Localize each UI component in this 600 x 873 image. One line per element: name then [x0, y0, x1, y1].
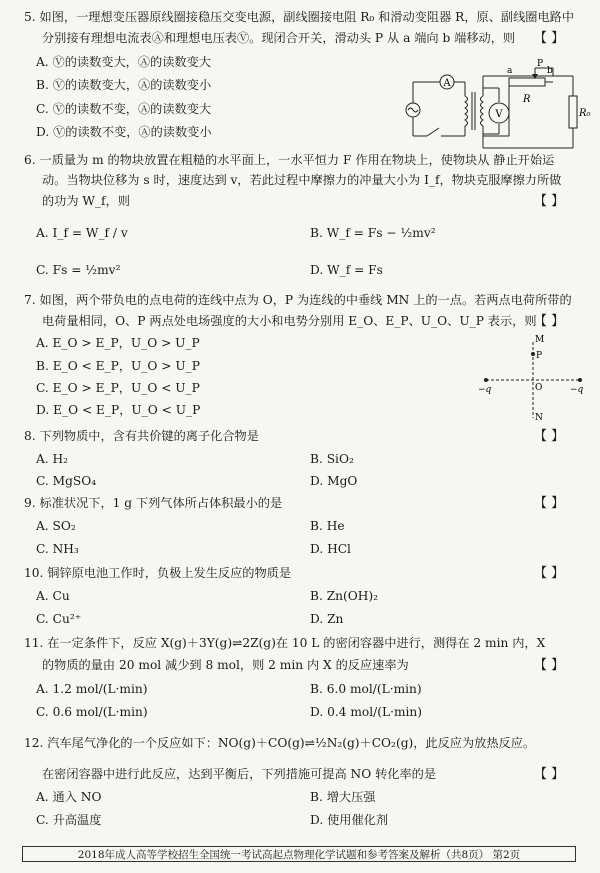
q9-option-d: D. HCl [310, 542, 351, 556]
q6-line3: 的功为 W_f，则 [42, 194, 130, 208]
q8-answer-bracket: 【 】 [534, 429, 565, 444]
q8-option-a: A. H₂ [36, 452, 69, 466]
rheostat-label: R [523, 94, 531, 105]
q5-line2: 分别接有理想电流表Ⓐ和理想电压表Ⓥ。现闭合开关，滑动头 P 从 a 端向 b 端移动，则 [42, 31, 516, 45]
q10-option-b: B. Zn(OH)₂ [310, 589, 379, 603]
q8-stem: 8. 下列物质中，含有共价键的离子化合物是 [24, 429, 259, 443]
q12-option-a: A. 通入 NO [36, 790, 102, 804]
q12-line1: 12. 汽车尾气净化的一个反应如下：NO(g)＋CO(g)⇌½N₂(g)＋CO₂(g)，此反应为放热反应。 [24, 736, 536, 750]
point-n-label: N [535, 413, 543, 423]
q8-option-d: D. MgO [310, 474, 358, 488]
q8-option-c: C. MgSO₄ [36, 474, 97, 488]
q11-answer-bracket: 【 】 [534, 658, 565, 673]
q10-option-c: C. Cu²⁺ [36, 612, 82, 626]
q5-answer-bracket: 【 】 [534, 31, 565, 46]
voltmeter-label: V [495, 109, 503, 120]
q6-answer-bracket: 【 】 [534, 194, 565, 209]
q11-option-d: D. 0.4 mol/(L·min) [310, 705, 423, 719]
terminal-b-label: b [547, 66, 553, 76]
q7-option-b: B. E_O < E_P，U_O > U_P [36, 359, 200, 373]
q11-option-b: B. 6.0 mol/(L·min) [310, 682, 422, 696]
q9-option-b: B. He [310, 519, 345, 533]
terminal-a-label: a [507, 66, 513, 76]
q12-option-c: C. 升高温度 [36, 813, 102, 827]
q11-line2: 的物质的量由 20 mol 减少到 8 mol，则 2 min 内 X 的反应速率为 [42, 658, 409, 672]
q9-option-c: C. NH₃ [36, 542, 79, 556]
q11-option-a: A. 1.2 mol/(L·min) [36, 682, 148, 696]
q7-line2: 电荷量相同，O、P 两点处电场强度的大小和电势分别用 E_O、E_P、U_O、U_P 表示，则 [42, 314, 537, 328]
q5-option-c: C. Ⓥ的读数不变，Ⓐ的读数变大 [36, 102, 212, 116]
left-charge-label: −q [478, 385, 492, 395]
page-footer: 2018年成人高等学校招生全国统一考试高起点物理化学试题和参考答案及解析（共8页） 第2页 [22, 846, 576, 862]
q8-option-b: B. SiO₂ [310, 452, 354, 466]
r0-label: R₀ [579, 108, 591, 119]
q12-line2: 在密闭容器中进行此反应，达到平衡后，下列措施可提高 NO 转化率的是 [42, 767, 437, 781]
point-p-label: P [536, 351, 543, 361]
q6-option-c: C. Fs = ½mv² [36, 263, 121, 277]
q5-line1: 5. 如图，一理想变压器原线圈接稳压交变电源，副线圈接电阻 R₀ 和滑动变阻器 R，原、副线圈电路中 [24, 10, 575, 24]
ammeter-label: A [443, 78, 451, 89]
q11-option-c: C. 0.6 mol/(L·min) [36, 705, 148, 719]
q6-line1: 6. 一质量为 m 的物块放置在粗糙的水平面上，一水平恒力 F 作用在物块上，使物块从 静止开始运 [24, 153, 555, 167]
q6-line2: 动。当物块位移为 s 时，速度达到 v，若此过程中摩擦力的冲量大小为 I_f，物块克服摩擦力所做 [42, 173, 562, 187]
q5-option-b: B. Ⓥ的读数变大，Ⓐ的读数变小 [36, 78, 212, 92]
q7-line1: 7. 如图，两个带负电的点电荷的连线中点为 O，P 为连线的中垂线 MN 上的一点。若两点电荷所带的 [24, 293, 572, 307]
q10-answer-bracket: 【 】 [534, 566, 565, 581]
q5-option-a: A. Ⓥ的读数变大，Ⓐ的读数变大 [36, 55, 211, 69]
q12-option-d: D. 使用催化剂 [310, 813, 389, 827]
q7-option-a: A. E_O > E_P，U_O > U_P [36, 336, 200, 350]
q12-answer-bracket: 【 】 [534, 767, 565, 782]
q9-answer-bracket: 【 】 [534, 496, 565, 511]
right-charge-label: −q [570, 385, 584, 395]
q7-charge-diagram [476, 332, 586, 424]
q7-option-d: D. E_O < E_P，U_O < U_P [36, 403, 201, 417]
q11-line1: 11. 在一定条件下，反应 X(g)＋3Y(g)⇌2Z(g)在 10 L 的密闭容器中进行，测得在 2 min 内，X [24, 636, 546, 650]
q10-stem: 10. 铜锌原电池工作时，负极上发生反应的物质是 [24, 566, 292, 580]
q5-option-d: D. Ⓥ的读数不变，Ⓐ的读数变小 [36, 125, 212, 139]
q7-option-c: C. E_O > E_P，U_O < U_P [36, 381, 200, 395]
q7-answer-bracket: 【 】 [534, 314, 565, 329]
q6-option-a: A. I_f = W_f / v [36, 226, 128, 240]
slider-p-label: P [537, 59, 544, 69]
q10-option-d: D. Zn [310, 612, 344, 626]
q10-option-a: A. Cu [36, 589, 70, 603]
point-o-label: O [535, 383, 543, 393]
q12-option-b: B. 增大压强 [310, 790, 376, 804]
q9-option-a: A. SO₂ [36, 519, 76, 533]
q5-circuit-diagram [405, 58, 591, 158]
point-m-label: M [535, 335, 545, 345]
q6-option-d: D. W_f = Fs [310, 263, 383, 277]
q9-stem: 9. 标准状况下，1 g 下列气体所占体积最小的是 [24, 496, 283, 510]
q6-option-b: B. W_f = Fs − ½mv² [310, 226, 436, 240]
